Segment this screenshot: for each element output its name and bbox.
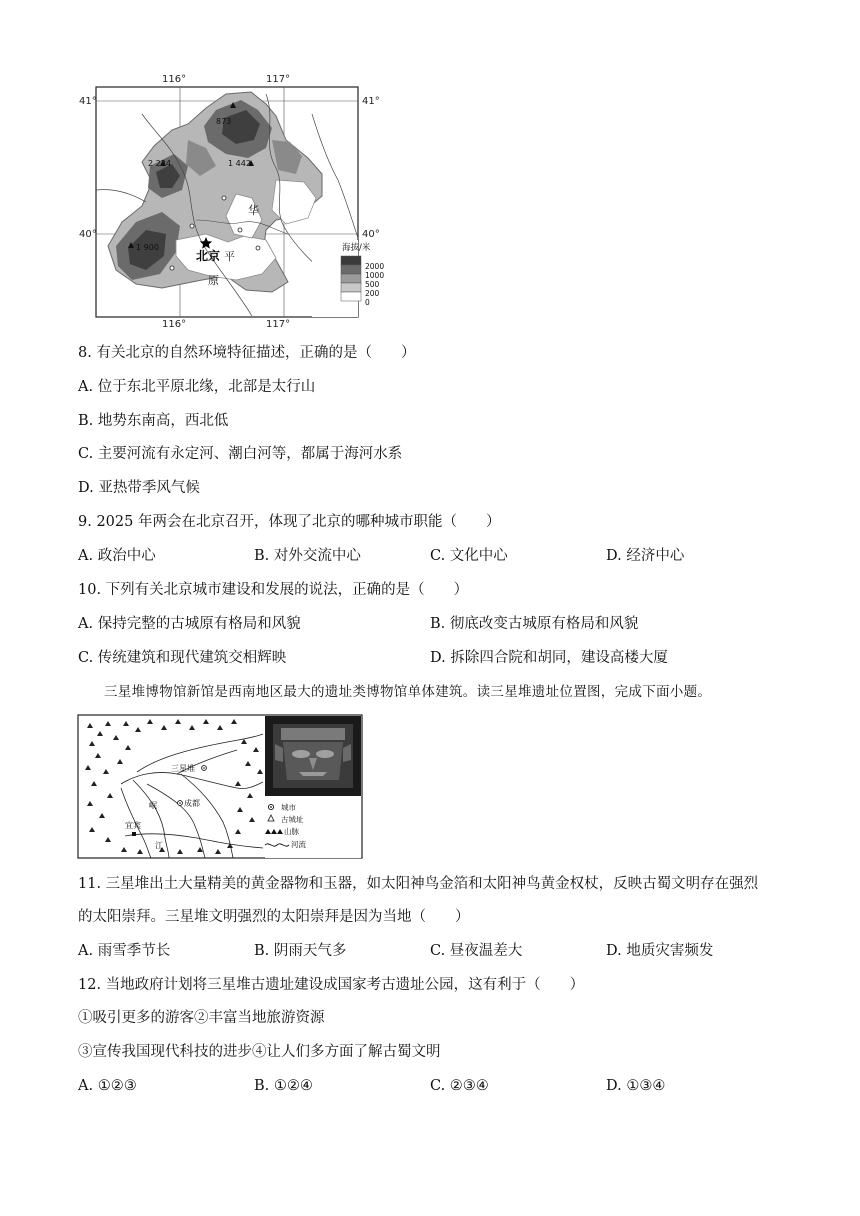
lon-label-116-bottom: 116° xyxy=(162,319,187,330)
bronze-mask-photo xyxy=(265,716,361,796)
lat-label-41: 41° xyxy=(79,96,97,107)
q9-stem: 9. 2025 年两会在北京召开，体现了北京的哪种城市职能（ ） xyxy=(78,514,501,530)
plain-char-hua: 华 xyxy=(248,204,259,217)
lon-label-116: 116° xyxy=(162,74,187,85)
city-label-beijing: 北京 xyxy=(196,249,221,263)
peak-label-1900: 1 900 xyxy=(136,243,159,252)
q12-option-a: A. ①②③ xyxy=(78,1078,137,1094)
beijing-terrain-map xyxy=(76,70,396,332)
plain-char-yuan: 原 xyxy=(208,274,219,287)
legend-value-0: 0 xyxy=(365,298,370,307)
q11-option-d: D. 地质灾害频发 xyxy=(606,943,714,959)
peak-label-2224: 2 224 xyxy=(148,159,171,168)
legend-city: 城市 xyxy=(281,803,296,812)
q10-stem: 10. 下列有关北京城市建设和发展的说法，正确的是（ ） xyxy=(78,582,469,598)
q9-option-c: C. 文化中心 xyxy=(430,548,508,564)
lat-label-40: 40° xyxy=(79,229,97,240)
label-chengdu: 成都 xyxy=(184,799,200,808)
q12-items-line1: ①吸引更多的游客②丰富当地旅游资源 xyxy=(78,1010,325,1026)
map2-legend xyxy=(265,798,361,858)
q10-option-a: A. 保持完整的古城原有格局和风貌 xyxy=(78,616,301,632)
label-sanxingdui: 三星堆 xyxy=(171,764,195,773)
q10-option-b: B. 彻底改变古城原有格局和风貌 xyxy=(430,616,639,632)
plain-char-ping: 平 xyxy=(224,250,235,263)
q8-option-d: D. 亚热带季风气候 xyxy=(78,480,200,496)
q11-stem-line1: 11. 三星堆出土大量精美的黄金器物和玉器，如太阳神鸟金箔和太阳神鸟黄金权杖，反映古蜀文明存在强烈 xyxy=(78,876,759,892)
lon-label-117-bottom: 117° xyxy=(266,319,291,330)
label-yibin: 宜宾 xyxy=(125,821,141,830)
legend-river: 河流 xyxy=(291,840,306,849)
q11-stem-line2: 的太阳崇拜。三星堆文明强烈的太阳崇拜是因为当地（ ） xyxy=(78,909,470,925)
legend-value-1000: 1000 xyxy=(365,271,385,280)
lat-label-40-right: 40° xyxy=(362,229,380,240)
legend-mountain: 山脉 xyxy=(284,827,299,836)
peak-label-873: 873 xyxy=(216,117,232,126)
q8-option-c: C. 主要河流有永定河、潮白河等，都属于海河水系 xyxy=(78,446,403,462)
legend-value-500: 500 xyxy=(365,280,380,289)
q10-option-d: D. 拆除四合院和胡同，建设高楼大厦 xyxy=(430,650,668,666)
lat-label-41-right: 41° xyxy=(362,96,380,107)
q8-stem: 8. 有关北京的自然环境特征描述，正确的是（ ） xyxy=(78,345,416,361)
q11-option-a: A. 雨雪季节长 xyxy=(78,943,171,959)
q11-option-c: C. 昼夜温差大 xyxy=(430,943,523,959)
q8-option-a: A. 位于东北平原北缘，北部是太行山 xyxy=(78,379,316,395)
q9-option-b: B. 对外交流中心 xyxy=(254,548,361,564)
label-jiang: 江 xyxy=(155,841,163,850)
q12-option-c: C. ②③④ xyxy=(430,1078,489,1094)
peak-label-1442: 1 442 xyxy=(228,159,251,168)
q12-stem: 12. 当地政府计划将三星堆古遗址建设成国家考古遗址公园，这有利于（ ） xyxy=(78,977,585,993)
q12-option-d: D. ①③④ xyxy=(606,1078,666,1094)
sanxingdui-location-map xyxy=(77,714,363,860)
q10-option-c: C. 传统建筑和现代建筑交相辉映 xyxy=(78,650,287,666)
sanxingdui-intro: 三星堆博物馆新馆是西南地区最大的遗址类博物馆单体建筑。读三星堆遗址位置图，完成下面小题。 xyxy=(104,684,712,700)
q9-option-d: D. 经济中心 xyxy=(606,548,685,564)
q12-option-b: B. ①②④ xyxy=(254,1078,313,1094)
legend-value-2000: 2000 xyxy=(365,262,385,271)
q12-items-line2: ③宣传我国现代科技的进步④让人们多方面了解古蜀文明 xyxy=(78,1044,441,1060)
lon-label-117: 117° xyxy=(266,74,291,85)
legend-ancient-city: 古城址 xyxy=(281,815,304,824)
legend-value-200: 200 xyxy=(365,289,380,298)
q9-option-a: A. 政治中心 xyxy=(78,548,156,564)
legend-title: 海拔/米 xyxy=(342,243,371,253)
label-min: 岷 xyxy=(149,801,157,810)
q11-option-b: B. 阴雨天气多 xyxy=(254,943,347,959)
q8-option-b: B. 地势东南高，西北低 xyxy=(78,413,229,429)
elevation-legend xyxy=(312,240,384,317)
